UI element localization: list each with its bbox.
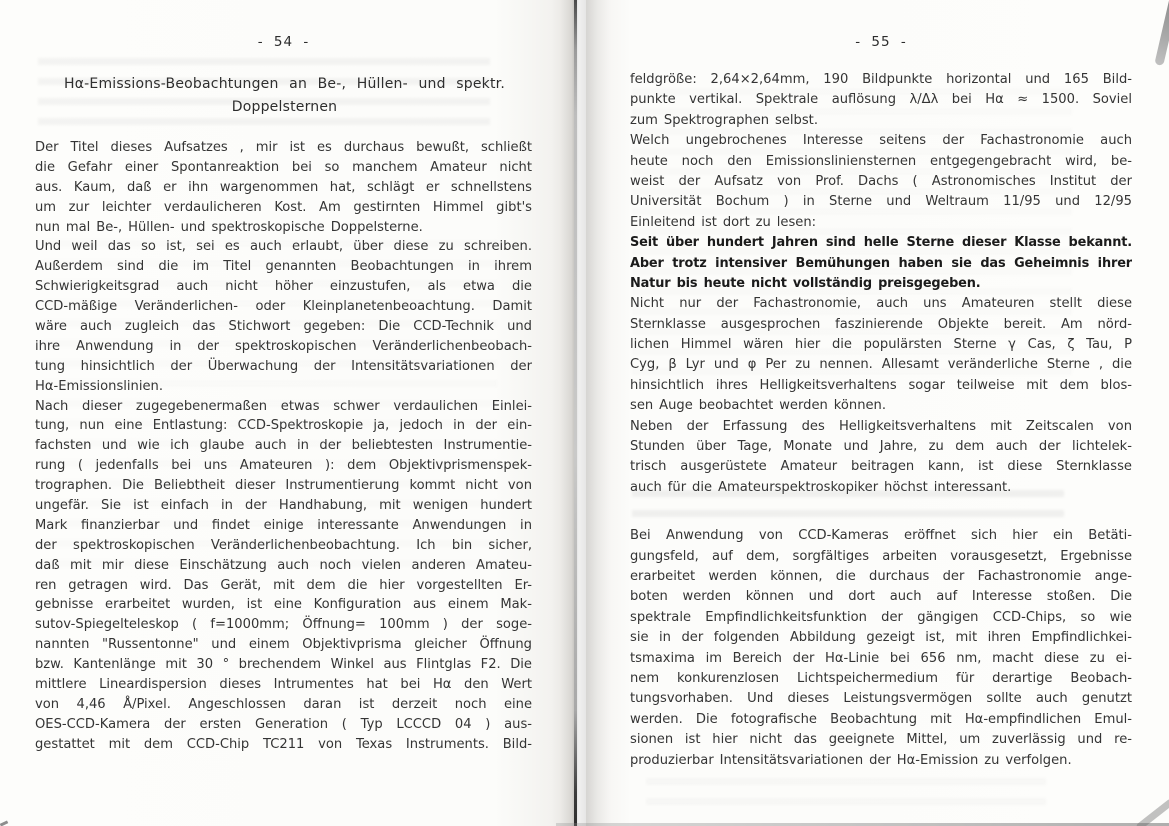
- text-line: ihre Anwendung in der spektroskopischen Veränderlichenbeobach-: [35, 338, 532, 354]
- text-line: von 4,46 Å/Pixel. Angeschlossen daran ist derzeit noch eine: [35, 696, 532, 712]
- bleedthrough-artifact: [646, 778, 1046, 806]
- text-line: tsmaxima im Bereich der Hα-Linie bei 656 nm, macht diese zu ei-: [630, 650, 1132, 666]
- text-line: trographen. Die Beliebtheit dieser Instrumentierung kommt nicht von: [35, 478, 532, 494]
- text-line: hinsichtlich ihres Helligkeitsverhaltens sogar teilweise mit dem blos-: [630, 377, 1132, 393]
- paragraph: [630, 131, 1132, 233]
- paragraph: [35, 138, 532, 237]
- text-line: werden. Die fotografische Beobachtung mit Hα-empfindlichen Emul-: [630, 711, 1132, 727]
- text-line: Stunden über Tage, Monate und Jahre, zu dem auch der lichtelek-: [630, 439, 1132, 455]
- page-number: - 55 -: [855, 34, 907, 50]
- text-line: aus. Kaum, daß er ihn wargenommen hat, schlägt er schnellstens: [35, 179, 532, 195]
- text-line: Sternklasse ausgesprochen faszinierende Objekte bereit. Am nörd-: [630, 316, 1132, 332]
- text-line: Schwierigkeitsgrad auch nicht höher einzustufen, als etwa die: [35, 279, 532, 295]
- title-line: Hα-Emissions-Beobachtungen an Be-, Hüllen- und spektr.: [64, 76, 505, 92]
- text-line: wäre auch zugleich das Stichwort gegeben: Die CCD-Technik und: [35, 319, 532, 335]
- text-line: daß mit mir diese Einschätzung auch noch vielen anderen Amateu-: [35, 557, 532, 573]
- text-line: sutov-Spiegelteleskop ( f=1000mm; Öffnung= 100mm ) der soge-: [35, 617, 532, 633]
- page-body: [630, 70, 1132, 771]
- text-line: Welch ungebrochenes Interesse seitens der Fachastronomie auch: [630, 133, 1132, 149]
- text-line: heute noch den Emissionsliniensternen entgegengebracht wird, be-: [630, 153, 1132, 169]
- text-line: gestattet mit dem CCD-Chip TC211 von Texas Instruments. Bild-: [35, 736, 532, 752]
- text-line: boten werden können und dort auch auf Interesse stoßen. Die: [630, 589, 1132, 605]
- article-title: [35, 73, 532, 119]
- text-line: Außerdem sind die im Titel genannten Beobachtungen in ihrem: [35, 259, 532, 275]
- page-number: - 54 -: [257, 34, 310, 50]
- text-line: spektrale Empfindlichkeitsfunktion der gängigen CCD-Chips, so wie: [630, 609, 1132, 625]
- text-line: feldgröße: 2,64×2,64mm, 190 Bildpunkte horizontal und 165 Bild-: [630, 72, 1132, 87]
- text-line: der spektroskopischen Veränderlichenbeobachtung. Ich bin sicher,: [35, 537, 532, 553]
- text-line: trisch ausgerüstete Amateur beitragen kann, ist diese Sternklasse: [630, 459, 1132, 475]
- text-line: Hα-Emissionslinien.: [35, 378, 164, 394]
- text-line: Und weil das so ist, sei es auch erlaubt, über diese zu schreiben.: [35, 239, 532, 255]
- text-line: um zur leichter verdaulicheren Kost. Am gestirnten Himmel gibt's: [35, 199, 532, 215]
- text-line: Nach dieser zugegebenermaßen etwas schwer verdaulichen Einlei-: [35, 398, 532, 414]
- text-line: rung ( jedenfalls bei uns Amateuren ): dem Objektivprismenspek-: [35, 458, 532, 474]
- paragraph: [630, 526, 1132, 771]
- text-line: Mark finanzierbar und findet einige interessante Anwendungen in: [35, 517, 532, 533]
- paragraph: [35, 237, 532, 396]
- text-line: tung hinsichtlich der Überwachung der Intensitätsvariationen der: [35, 358, 532, 374]
- text-line: Natur bis heute nicht vollständig preisgegeben.: [630, 275, 981, 291]
- page-54: [0, 0, 574, 826]
- text-line: Aber trotz intensiver Bemühungen haben sie das Geheimnis ihrer: [630, 255, 1132, 271]
- text-line: nem konkurenzlosen Lichtspeichermedium für derartige Beobach-: [630, 670, 1132, 686]
- text-line: nun mal Be-, Hüllen- und spektroskopische Doppelsterne.: [35, 219, 423, 235]
- text-line: fachsten und wie ich glaube auch in der beliebtesten Instrumentie-: [35, 438, 532, 454]
- text-line: Neben der Erfassung des Helligkeitsverhaltens mit Zeitscalen von: [630, 418, 1132, 434]
- text-line: zum Spektrographen selbst.: [630, 112, 818, 128]
- text-line: Einleitend ist dort zu lesen:: [630, 214, 817, 230]
- text-line: weist der Aufsatz von Prof. Dachs ( Astronomisches Institut der: [630, 173, 1132, 189]
- text-line: lichen Himmel wären hier die populärsten Sterne γ Cas, ζ Tau, P: [630, 337, 1132, 353]
- paragraph: [630, 417, 1132, 499]
- text-line: bzw. Kantenlänge mit 30 ° brechendem Winkel aus Flintglas F2. Die: [35, 657, 532, 673]
- text-line: punkte vertikal. Spektrale auflösung λ/Δλ bei Hα ≈ 1500. Soviel: [630, 92, 1132, 108]
- text-line: sie in der folgenden Abbildung gezeigt ist, mit ihren Empfindlichkei-: [630, 630, 1132, 646]
- title-line: Doppelsternen: [231, 99, 338, 115]
- text-line: Cyg, β Lyr und φ Per zu nennen. Allesamt veränderliche Sterne , die: [630, 357, 1132, 373]
- text-line: sionen ist hier nicht das geeignete Mittel, um zuverlässig und re-: [630, 732, 1132, 748]
- text-line: CCD-mäßige Veränderlichen- oder Kleinplanetenbeoachtung. Damit: [35, 299, 532, 315]
- paragraph: [630, 233, 1132, 294]
- text-line: erarbeitet werden können, die durchaus der Fachastronomie ange-: [630, 568, 1132, 584]
- text-line: produzierbar Intensitätsvariationen der Hα-Emission zu verfolgen.: [630, 752, 1072, 768]
- text-line: auch für die Amateurspektroskopiker höchst interessant.: [630, 479, 1012, 495]
- text-line: OES-CCD-Kamera der ersten Generation ( Typ LCCCD 04 ) aus-: [35, 716, 532, 732]
- text-line: Bei Anwendung von CCD-Kameras eröffnet sich hier ein Betäti-: [630, 528, 1132, 544]
- page-body: [35, 73, 532, 755]
- text-line: gebnisse erarbeitet wurden, ist eine Konfiguration aus einem Mak-: [35, 597, 532, 613]
- text-line: Nicht nur der Fachastronomie, auch uns Amateuren stellt diese: [630, 296, 1132, 312]
- paragraph: [35, 397, 532, 755]
- text-line: Seit über hundert Jahren sind helle Sterne dieser Klasse bekannt.: [630, 235, 1132, 251]
- text-line: die Gefahr einer Spontanreaktion bei so manchem Amateur nicht: [35, 159, 532, 175]
- text-line: mittlere Lineardispersion dieses Intrumentes hat bei Hα den Wert: [35, 677, 532, 693]
- text-line: gungsfeld, auf dem, sorgfältiges arbeiten vorausgesetzt, Ergebnisse: [630, 548, 1132, 564]
- text-line: ungefär. Sie ist einfach in der Handhabung, mit wenigen hundert: [35, 498, 532, 514]
- text-line: tungsvorhaben. Und dieses Leistungsvermögen sollte auch genutzt: [630, 691, 1132, 707]
- text-line: sen Auge beobachtet werden können.: [630, 398, 887, 414]
- text-line: Der Titel dieses Aufsatzes , mir ist es durchaus bewußt, schließt: [35, 140, 532, 155]
- text-line: Universität Bochum ) in Sterne und Weltraum 11/95 und 12/95: [630, 194, 1132, 210]
- text-line: ren getragen wird. Das Gerät, mit dem die hier vorgestellten Er-: [35, 577, 532, 593]
- book-gutter-line: [574, 0, 577, 826]
- page-55: [586, 0, 1169, 826]
- text-line: tung, nun eine Entlastung: CCD-Spektroskopie ja, jedoch in der ein-: [35, 418, 532, 434]
- paragraph-gap: [630, 498, 1132, 526]
- text-line: nannten "Russentonne" und einem Objektivprisma gleicher Öffnung: [35, 637, 532, 653]
- paragraph: [630, 294, 1132, 416]
- paragraph: [630, 70, 1132, 131]
